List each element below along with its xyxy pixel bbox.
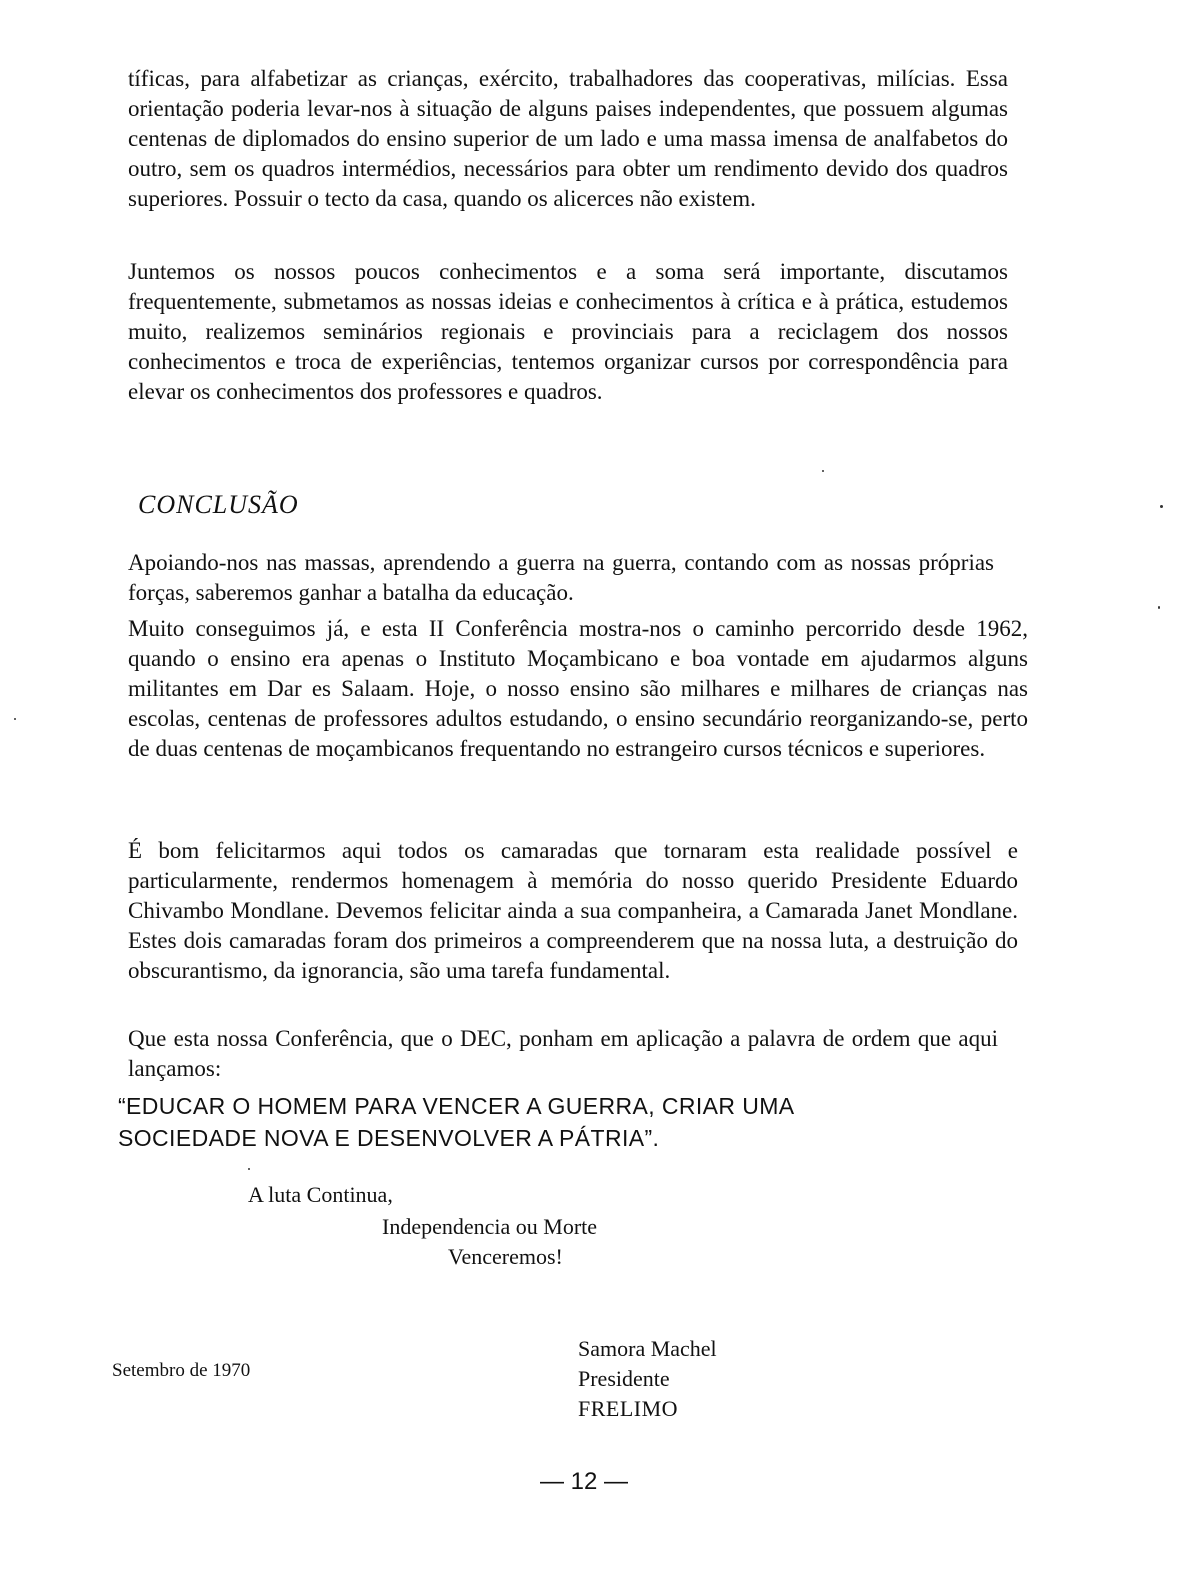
- slogan-line-1: “EDUCAR O HOMEM PARA VENCER A GUERRA, CRIAR UMA: [118, 1093, 795, 1119]
- slogan: [118, 1090, 918, 1154]
- closing-line-1: A luta Continua,: [248, 1182, 393, 1207]
- scan-speck: [822, 470, 824, 472]
- paragraph-slogan-intro: Que esta nossa Conferência, que o DEC, ponham em aplicação a palavra de ordem que aqui lançamos:: [128, 1026, 998, 1081]
- section-heading-conclusao: CONCLUSÃO: [138, 490, 299, 519]
- paragraph-knowledge: Juntemos os nossos poucos conhecimentos e a soma será importante, discutamos frequentemente, submetamos as nossas ideias e conhecimentos à crítica e à prática, estudemos muito, realizemos seminários regionais e provinciais para a reciclagem dos nossos conhecimentos e troca de experiências, tentemos organizar cursos por correspondência para elevar os conhecimentos dos professores e quadros.: [128, 259, 1008, 404]
- closing-line-2: Independencia ou Morte: [382, 1214, 598, 1239]
- closing-line-3: Venceremos!: [448, 1244, 563, 1269]
- scan-speck: [1160, 505, 1163, 508]
- signature-name: Samora Machel: [578, 1336, 717, 1361]
- signature-title: Presidente: [578, 1366, 670, 1391]
- paragraph-masses: Apoiando-nos nas massas, aprendendo a guerra na guerra, contando com as nossas próprias forças, saberemos ganhar a batalha da educação.: [128, 550, 994, 605]
- scan-speck: [1158, 606, 1160, 609]
- paragraph-homage: É bom felicitarmos aqui todos os camaradas que tornaram esta realidade possível e particularmente, rendermos homenagem à memória do nosso querido Presidente Eduardo Chivambo Mondlane. Devemos felicitar ainda a sua companheira, a Camarada Janet Mondlane. Estes dois camaradas foram dos primeiros a compreenderem que na nossa luta, a destruição do obscurantismo, da ignorancia, são uma tarefa fundamental.: [128, 838, 1018, 983]
- document-date: Setembro de 1970: [112, 1360, 251, 1381]
- paragraph-continuation: tíficas, para alfabetizar as crianças, exército, trabalhadores das cooperativas, milícias. Essa orientação poderia levar-nos à situação de alguns paises independentes, que possuem algumas centenas de diplomados do ensino superior de um lado e uma massa imensa de analfabetos do outro, sem os quadros intermédios, necessários para obter um rendimento devido dos quadros superiores. Possuir o tecto da casa, quando os alicerces não existem.: [128, 66, 1008, 211]
- scan-speck: [14, 718, 16, 720]
- page-number: — 12 —: [540, 1468, 629, 1495]
- signature-org: FRELIMO: [578, 1396, 679, 1421]
- paragraph-achievements: Muito conseguimos já, e esta II Conferência mostra-nos o caminho percorrido desde 1962, quando o ensino era apenas o Instituto Moçambicano e boa vontade em ajudarmos alguns militantes em Dar es Salaam. Hoje, o nosso ensino são milhares e milhares de crianças nas escolas, centenas de professores adultos estudando, o ensino secundário reorganizando-se, perto de duas centenas de moçambicanos frequentando no estrangeiro cursos técnicos e superiores.: [128, 616, 1028, 761]
- scan-speck: [248, 1168, 250, 1170]
- slogan-line-2: SOCIEDADE NOVA E DESENVOLVER A PÁTRIA”.: [118, 1125, 660, 1151]
